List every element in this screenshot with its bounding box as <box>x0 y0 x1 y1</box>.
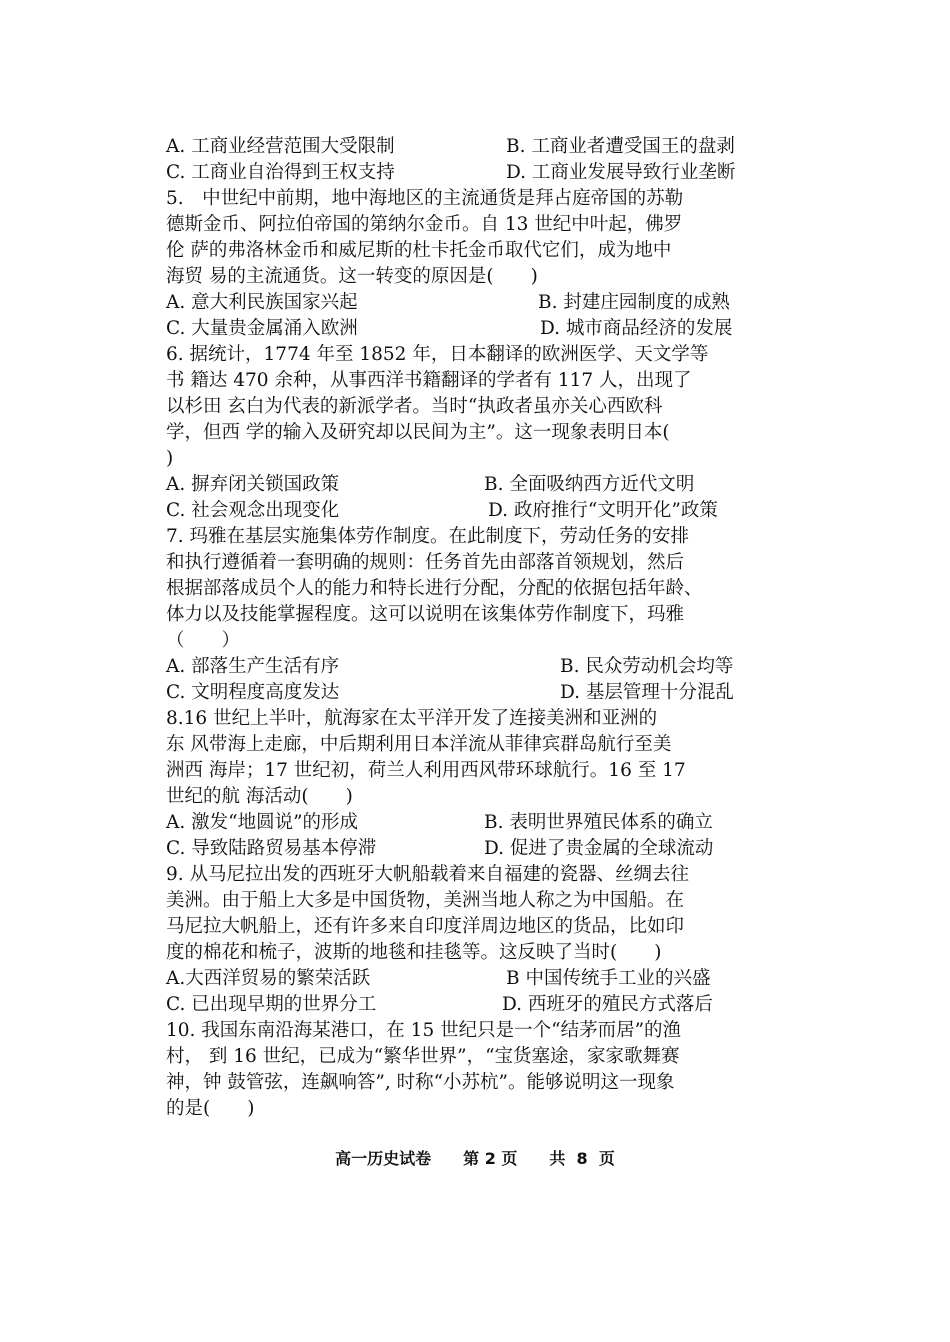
q9-line-1: 9. 从马尼拉出发的西班牙大帆船载着来自福建的瓷器、丝绸去往 <box>166 864 690 885</box>
q8-option-a: A. 激发“地圆说”的形成 <box>166 812 359 833</box>
q8-line-3: 洲西 海岸；17 世纪初，荷兰人利用西风带环球航行。16 至 17 <box>166 760 686 781</box>
q6-option-d: D. 政府推行“文明开化”政策 <box>488 500 718 521</box>
q9-option-c: C. 已出现早期的世界分工 <box>166 994 377 1015</box>
q8-line-4: 世纪的航 海活动( ) <box>166 786 353 807</box>
q5-line-4: 海贸 易的主流通货。这一转变的原因是( ) <box>166 266 538 287</box>
q5-line-2: 德斯金币、阿拉伯帝国的第纳尔金币。自 13 世纪中叶起，佛罗 <box>166 214 683 235</box>
q5-options-row-1 <box>166 290 806 316</box>
q9-option-d: D. 西班牙的殖民方式落后 <box>502 994 713 1015</box>
q4-option-d: D. 工商业发展导致行业垄断 <box>506 162 736 183</box>
q9-options-row-2 <box>166 992 806 1018</box>
q10-line-4: 的是( ) <box>166 1098 255 1119</box>
q6-line-2: 书 籍达 470 余种，从事西洋书籍翻译的学者有 117 人，出现了 <box>166 370 692 391</box>
q7-option-d: D. 基层管理十分混乱 <box>560 682 734 703</box>
q9-option-a: A.大西洋贸易的繁荣活跃 <box>166 968 371 989</box>
q5-option-d: D. 城市商品经济的发展 <box>540 318 733 339</box>
q8-line-1: 8.16 世纪上半叶，航海家在太平洋开发了连接美洲和亚洲的 <box>166 708 658 729</box>
q4-option-a: A. 工商业经营范围大受限制 <box>166 136 395 157</box>
q9-option-b: B 中国传统手工业的兴盛 <box>506 968 711 989</box>
q7-option-a: A. 部落生产生活有序 <box>166 656 340 677</box>
q7-line-1: 7. 玛雅在基层实施集体劳作制度。在此制度下，劳动任务的安排 <box>166 526 690 547</box>
q10-line-2: 村， 到 16 世纪，已成为“繁华世界”，“宝货塞途，家家歌舞赛 <box>166 1046 680 1067</box>
q9-options-row-1 <box>166 966 806 992</box>
q4-options-row-1 <box>166 134 806 160</box>
q6-option-c: C. 社会观念出现变化 <box>166 500 340 521</box>
q5-line-3: 伦 萨的弗洛林金币和威尼斯的杜卡托金币取代它们，成为地中 <box>166 240 672 261</box>
q6-line-5: ) <box>166 448 174 469</box>
q8-option-b: B. 表明世界殖民体系的确立 <box>484 812 713 833</box>
q7-options-row-2 <box>166 680 806 706</box>
q6-options-row-2 <box>166 498 806 524</box>
q6-line-4: 学，但西 学的输入及研究却以民间为主”。这一现象表明日本( <box>166 422 670 443</box>
q9-line-2: 美洲。由于船上大多是中国货物，美洲当地人称之为中国船。在 <box>166 890 685 911</box>
q5-options-row-2 <box>166 316 806 342</box>
q8-options-row-1 <box>166 810 806 836</box>
q10-line-3: 神，钟 鼓管弦，连飙响答”, 时称“小苏杭”。能够说明这一现象 <box>166 1072 675 1093</box>
q6-line-1: 6. 据统计，1774 年至 1852 年，日本翻译的欧洲医学、天文学等 <box>166 344 709 365</box>
q7-option-b: B. 民众劳动机会均等 <box>560 656 734 677</box>
q7-line-4: 体力以及技能掌握程度。这可以说明在该集体劳作制度下，玛雅 <box>166 604 685 625</box>
q6-option-b: B. 全面吸纳西方近代文明 <box>484 474 695 495</box>
q6-line-3: 以杉田 玄白为代表的新派学者。当时“执政者虽亦关心西欧科 <box>166 396 663 417</box>
q5-option-b: B. 封建庄园制度的成熟 <box>538 292 730 313</box>
q8-option-d: D. 促进了贵金属的全球流动 <box>484 838 714 859</box>
q5-option-c: C. 大量贵金属涌入欧洲 <box>166 318 358 339</box>
page-footer: 高一历史试卷 第 2 页 共 8 页 <box>335 1149 615 1168</box>
q8-options-row-2 <box>166 836 806 862</box>
page-content <box>166 134 806 1122</box>
q6-option-a: A. 摒弃闭关锁国政策 <box>166 474 340 495</box>
q9-line-4: 度的棉花和梳子，波斯的地毯和挂毯等。这反映了当时( ) <box>166 942 662 963</box>
q7-line-5: （ ） <box>166 630 241 651</box>
q5-option-a: A. 意大利民族国家兴起 <box>166 292 358 313</box>
q8-option-c: C. 导致陆路贸易基本停滞 <box>166 838 377 859</box>
q7-line-3: 根据部落成员个人的能力和特长进行分配，分配的依据包括年龄、 <box>166 578 703 599</box>
q6-options-row-1 <box>166 472 806 498</box>
q8-line-2: 东 风带海上走廊，中后期利用日本洋流从菲律宾群岛航行至美 <box>166 734 672 755</box>
q4-option-c: C. 工商业自治得到王权支持 <box>166 162 395 183</box>
q5-line-1: 5. 中世纪中前期，地中海地区的主流通货是拜占庭帝国的苏勒 <box>166 188 684 209</box>
q7-line-2: 和执行遵循着一套明确的规则：任务首先由部落首领规划，然后 <box>166 552 685 573</box>
q7-option-c: C. 文明程度高度发达 <box>166 682 340 703</box>
q10-line-1: 10. 我国东南沿海某港口，在 15 世纪只是一个“结茅而居”的渔 <box>166 1020 682 1041</box>
q4-options-row-2 <box>166 160 806 186</box>
q9-line-3: 马尼拉大帆船上，还有许多来自印度洋周边地区的货品，比如印 <box>166 916 685 937</box>
q7-options-row-1 <box>166 654 806 680</box>
q4-option-b: B. 工商业者遭受国王的盘剥 <box>506 136 735 157</box>
